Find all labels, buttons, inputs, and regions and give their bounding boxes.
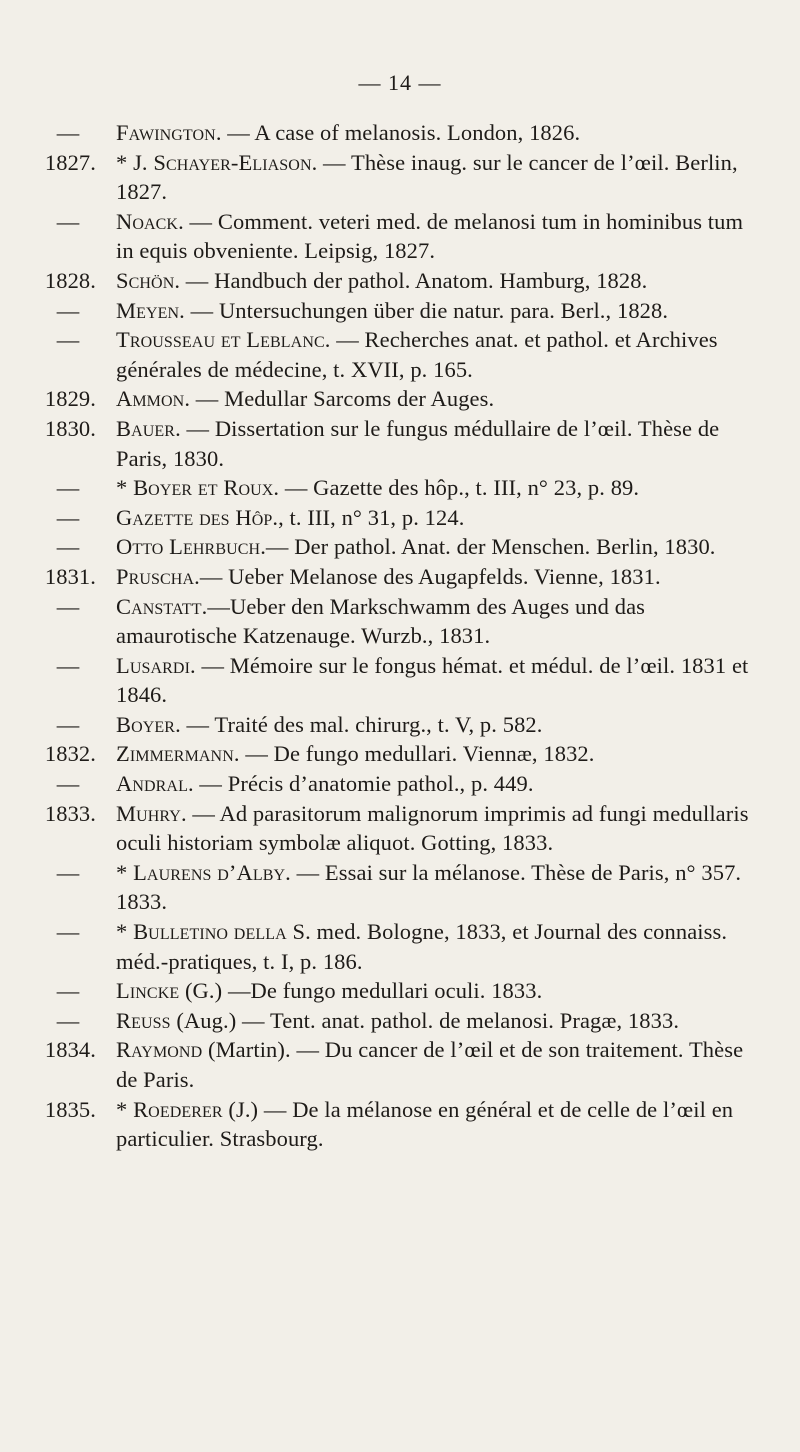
entry-author: Fawington: [116, 120, 216, 145]
bibliography-entry: [40, 1095, 760, 1154]
bibliography-entry: [40, 799, 760, 858]
page-number: — 14 —: [358, 70, 442, 95]
entry-author: Bauer: [116, 415, 176, 441]
bibliography-entry: [40, 414, 760, 473]
bibliography-entry: [40, 266, 760, 296]
entry-year: —: [56, 711, 80, 737]
entry-author: * Boyer et Roux: [116, 475, 274, 501]
entry-text: * Bulletino della S. med. Bologne, 1833, et Journal des connaiss. méd.-pratiques, t. I, p. 186.: [116, 919, 728, 974]
entry-year: —: [56, 859, 80, 885]
entry-year: —: [56, 208, 80, 234]
bibliography-entry: [40, 917, 760, 976]
bibliography-entry: [40, 1035, 760, 1094]
entry-year: —: [56, 593, 80, 619]
entry-year: 1832.: [44, 741, 96, 767]
entry-author: Ammon: [116, 386, 185, 412]
entry-year: 1828.: [44, 267, 96, 293]
entry-text: Ammon. — Medullar Sarcoms der Auges.: [116, 386, 495, 412]
entry-author: Zimmermann: [116, 741, 234, 767]
entry-author: Trousseau et Leblanc: [116, 327, 325, 353]
bibliography-entry: [40, 148, 760, 207]
bibliography-entry: [40, 384, 760, 414]
entry-author: Muhry: [116, 800, 181, 826]
entry-author: Canstatt: [116, 593, 202, 619]
bibliography-entry: [40, 562, 760, 592]
entry-year: 1835.: [44, 1096, 96, 1122]
bibliography-entry: [40, 296, 760, 326]
entry-year: —: [56, 120, 80, 145]
bibliography-entry: [40, 739, 760, 769]
entry-author: Pruscha: [116, 563, 195, 589]
entry-year: —: [56, 919, 80, 945]
entry-author: * Bulletino della S: [116, 919, 306, 945]
entry-year: 1829.: [44, 386, 96, 412]
entry-author: Gazette des Hôp: [116, 504, 273, 530]
entry-text: Boyer. — Traité des mal. chirurg., t. V, p. 582.: [116, 711, 543, 737]
entry-author: Otto Lehrbuch: [116, 534, 261, 560]
bibliography-entry: [40, 592, 760, 651]
entry-year: 1834.: [44, 1037, 96, 1063]
entry-year: —: [56, 1007, 80, 1033]
entry-text: Fawington. — A case of melanosis. London, 1826.: [116, 120, 581, 145]
entry-author: Reuss: [116, 1007, 171, 1033]
entry-text: * Boyer et Roux. — Gazette des hôp., t. III, n° 23, p. 89.: [116, 475, 640, 501]
bibliography-list: [40, 118, 760, 1154]
entry-text: Meyen. — Untersuchungen über die natur. para. Berl., 1828.: [116, 297, 669, 323]
bibliography-entry: [40, 976, 760, 1006]
entry-text: Muhry. — Ad parasitorum malignorum imprimis ad fungi medullaris oculi historiam symbolæ aliquot. Gotting, 1833.: [116, 800, 749, 856]
bibliography-entry: [40, 503, 760, 533]
entry-author: Lincke: [116, 978, 180, 1004]
entry-year: —: [56, 771, 80, 797]
entry-year: —: [56, 978, 80, 1004]
bibliography-entry: [40, 858, 760, 917]
entry-author: Boyer: [116, 711, 176, 737]
entry-text: Andral. — Précis d’anatomie pathol., p. 449.: [116, 771, 534, 797]
bibliography-entry: [40, 118, 760, 148]
entry-text: Schön. — Handbuch der pathol. Anatom. Hamburg, 1828.: [116, 267, 648, 293]
bibliography-entry: [40, 1006, 760, 1036]
entry-author: * Laurens d’Alby: [116, 859, 286, 885]
bibliography-entry: [40, 207, 760, 266]
entry-text: Noack. — Comment. veteri med. de melanosi tum in hominibus tum in equis obveniente. Leipsig, 1827.: [116, 208, 744, 264]
entry-text: * Laurens d’Alby. — Essai sur la mélanose. Thèse de Paris, n° 357. 1833.: [116, 859, 742, 915]
entry-author: * J. Schayer-Eliason: [116, 149, 312, 175]
entry-author: Schön: [116, 267, 175, 293]
bibliography-entry: [40, 532, 760, 562]
entry-text: Pruscha.— Ueber Melanose des Augapfelds. Vienne, 1831.: [116, 563, 661, 589]
bibliography-entry: [40, 325, 760, 384]
entry-year: 1831.: [44, 563, 96, 589]
entry-author: Noack: [116, 208, 179, 234]
entry-year: —: [56, 327, 80, 353]
entry-author: Raymond: [116, 1037, 203, 1063]
entry-text: Lusardi. — Mémoire sur le fongus hémat. et médul. de l’œil. 1831 et 1846.: [116, 652, 749, 708]
bibliography-entry: [40, 710, 760, 740]
entry-year: —: [56, 475, 80, 501]
bibliography-entry: [40, 473, 760, 503]
entry-year: 1830.: [44, 415, 96, 441]
entry-text: * Roederer (J.) — De la mélanose en général et de celle de l’œil en particulier. Strasbourg.: [116, 1096, 734, 1152]
entry-year: 1827.: [44, 149, 96, 175]
entry-text: Bauer. — Dissertation sur le fungus médullaire de l’œil. Thèse de Paris, 1830.: [116, 415, 720, 471]
bibliography-entry: [40, 651, 760, 710]
entry-text: Zimmermann. — De fungo medullari. Viennæ, 1832.: [116, 741, 595, 767]
entry-year: —: [56, 652, 80, 678]
entry-author: Lusardi: [116, 652, 191, 678]
entry-year: —: [56, 504, 80, 530]
entry-text: Trousseau et Leblanc. — Recherches anat. et pathol. et Archives générales de médecine, t. XVII, p. 165.: [116, 327, 718, 382]
bibliography-entry: [40, 769, 760, 799]
entry-text: Raymond (Martin). — Du cancer de l’œil et de son traitement. Thèse de Paris.: [116, 1037, 744, 1092]
entry-text: Reuss (Aug.) — Tent. anat. pathol. de melanosi. Pragæ, 1833.: [116, 1007, 680, 1033]
entry-text: Gazette des Hôp., t. III, n° 31, p. 124.: [116, 504, 465, 530]
entry-year: —: [56, 297, 80, 323]
entry-author: Meyen: [116, 297, 180, 323]
entry-text: Lincke (G.) —De fungo medullari oculi. 1833.: [116, 978, 543, 1004]
entry-year: 1833.: [44, 800, 96, 826]
entry-year: —: [56, 534, 80, 560]
entry-author: Andral: [116, 771, 188, 797]
entry-text: * J. Schayer-Eliason. — Thèse inaug. sur le cancer de l’œil. Berlin, 1827.: [116, 149, 738, 205]
entry-text: Otto Lehrbuch.— Der pathol. Anat. der Menschen. Berlin, 1830.: [116, 534, 716, 560]
entry-text: Canstatt.—Ueber den Markschwamm des Auges und das amaurotische Katzenauge. Wurzb., 1831.: [116, 593, 646, 649]
entry-author: * Roederer: [116, 1096, 223, 1122]
